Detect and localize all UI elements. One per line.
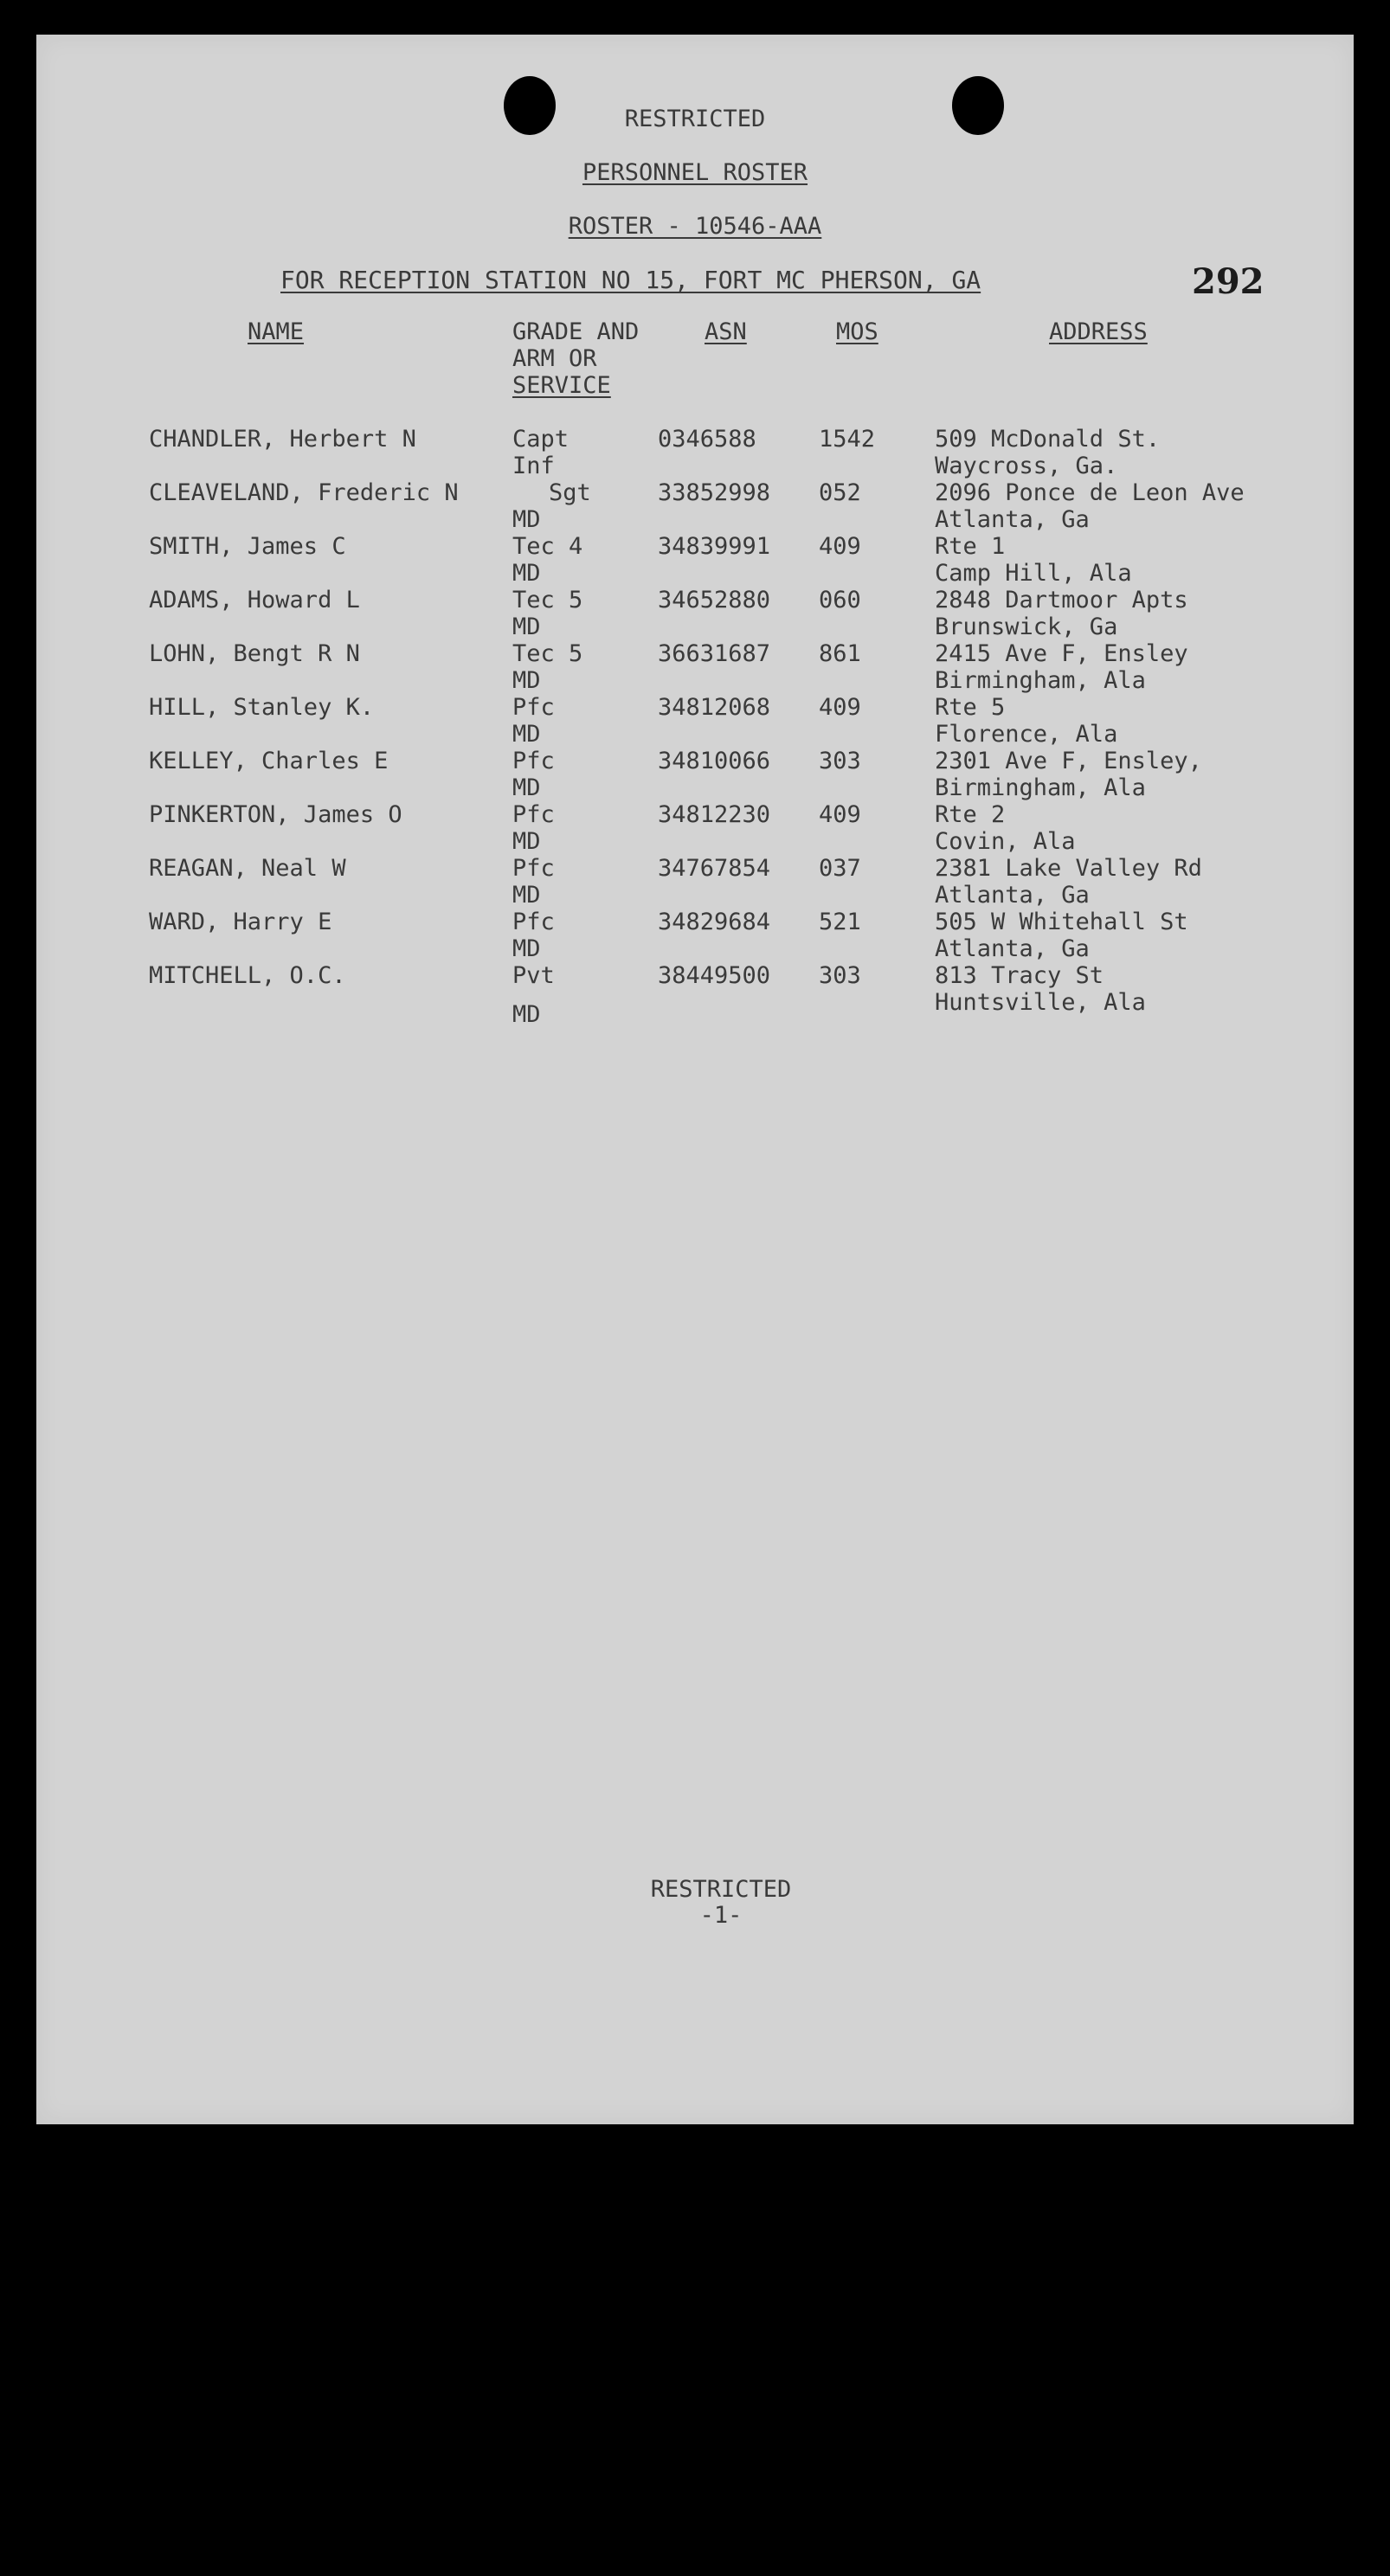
cell-mos: 037 xyxy=(819,855,861,882)
table-row xyxy=(36,587,1354,640)
column-header-grade-line-1: GRADE AND xyxy=(512,318,640,345)
cell-mos: 052 xyxy=(819,479,861,506)
cell-name: MITCHELL, O.C. xyxy=(149,962,346,989)
cell-address-line-2: Atlanta, Ga xyxy=(935,506,1090,533)
cell-address-line-1: Rte 1 xyxy=(935,533,1006,560)
cell-grade: Pfc xyxy=(512,694,555,721)
cell-name: HILL, Stanley K. xyxy=(149,694,375,721)
column-header-asn: ASN xyxy=(705,318,747,345)
cell-service: MD xyxy=(512,882,541,909)
cell-address-line-1: 813 Tracy St xyxy=(935,962,1104,989)
cell-grade: Pfc xyxy=(512,748,555,774)
cell-service: MD xyxy=(512,613,541,640)
table-row xyxy=(36,640,1354,694)
station-line: FOR RECEPTION STATION NO 15, FORT MC PHERSON, GA xyxy=(280,266,981,294)
cell-address-line-2: Florence, Ala xyxy=(935,721,1118,748)
cell-grade: Tec 4 xyxy=(512,533,583,560)
cell-address-line-1: 509 McDonald St. xyxy=(935,426,1161,453)
cell-name: LOHN, Bengt R N xyxy=(149,640,360,667)
cell-grade: Pfc xyxy=(512,855,555,882)
cell-grade: Tec 5 xyxy=(512,587,583,613)
cell-asn: 34767854 xyxy=(658,855,771,882)
cell-address-line-1: Rte 2 xyxy=(935,801,1006,828)
cell-mos: 303 xyxy=(819,748,861,774)
cell-service: MD xyxy=(512,667,541,694)
roster-page xyxy=(36,35,1354,2124)
cell-address-line-2: Birmingham, Ala xyxy=(935,774,1146,801)
cell-address-line-2: Birmingham, Ala xyxy=(935,667,1146,694)
cell-address-line-2: Covin, Ala xyxy=(935,828,1076,855)
cell-name: PINKERTON, James O xyxy=(149,801,402,828)
cell-asn: 34652880 xyxy=(658,587,771,613)
cell-grade: Pfc xyxy=(512,909,555,935)
cell-asn: 34839991 xyxy=(658,533,771,560)
column-header-grade xyxy=(512,318,639,399)
cell-address-line-1: Rte 5 xyxy=(935,694,1006,721)
cell-service: MD xyxy=(512,1001,541,1028)
table-row xyxy=(36,909,1354,962)
classification-top: RESTRICTED xyxy=(624,106,766,132)
table-row xyxy=(36,748,1354,801)
cell-asn: 33852998 xyxy=(658,479,771,506)
cell-mos: 409 xyxy=(819,694,861,721)
table-row xyxy=(36,479,1354,533)
cell-service: MD xyxy=(512,721,541,748)
cell-mos: 303 xyxy=(819,962,861,989)
table-row xyxy=(36,855,1354,909)
cell-name: ADAMS, Howard L xyxy=(149,587,360,613)
cell-grade: Pvt xyxy=(512,962,555,989)
cell-service: MD xyxy=(512,560,541,587)
cell-address-line-2: Brunswick, Ga xyxy=(935,613,1118,640)
cell-address-line-2: Camp Hill, Ala xyxy=(935,560,1132,587)
cell-address-line-1: 2848 Dartmoor Apts xyxy=(935,587,1188,613)
cell-address-line-1: 2381 Lake Valley Rd xyxy=(935,855,1202,882)
table-row xyxy=(36,962,1354,1031)
table-row xyxy=(36,426,1354,479)
table-row xyxy=(36,533,1354,587)
cell-address-line-2: Atlanta, Ga xyxy=(935,882,1090,909)
cell-mos: 521 xyxy=(819,909,861,935)
cell-mos: 1542 xyxy=(819,426,876,453)
cell-asn: 34810066 xyxy=(658,748,771,774)
cell-asn: 38449500 xyxy=(658,962,771,989)
cell-asn: 34812230 xyxy=(658,801,771,828)
cell-address-line-1: 2096 Ponce de Leon Ave xyxy=(935,479,1245,506)
cell-name: SMITH, James C xyxy=(149,533,346,560)
cell-address-line-2: Atlanta, Ga xyxy=(935,935,1090,962)
column-header-grade-line-3: SERVICE xyxy=(512,372,611,399)
table-row xyxy=(36,801,1354,855)
cell-service: Inf xyxy=(512,453,555,479)
cell-mos: 861 xyxy=(819,640,861,667)
cell-asn: 36631687 xyxy=(658,640,771,667)
page-number-label: -1- xyxy=(699,1902,743,1929)
cell-address-line-1: 2301 Ave F, Ensley, xyxy=(935,748,1202,774)
cell-asn: 34829684 xyxy=(658,909,771,935)
cell-address-line-1: 2415 Ave F, Ensley xyxy=(935,640,1188,667)
cell-grade: Pfc xyxy=(512,801,555,828)
column-header-grade-line-2: ARM OR xyxy=(512,345,597,372)
document-subtitle: ROSTER - 10546-AAA xyxy=(568,213,822,240)
cell-service: MD xyxy=(512,935,541,962)
cell-address-line-1: 505 W Whitehall St xyxy=(935,909,1188,935)
cell-name: WARD, Harry E xyxy=(149,909,332,935)
cell-grade: Sgt xyxy=(549,479,591,506)
table-row xyxy=(36,694,1354,748)
page-stamp-number: 292 xyxy=(1192,261,1265,302)
cell-asn: 34812068 xyxy=(658,694,771,721)
cell-mos: 060 xyxy=(819,587,861,613)
cell-service: MD xyxy=(512,506,541,533)
cell-name: CLEAVELAND, Frederic N xyxy=(149,479,459,506)
cell-service: MD xyxy=(512,828,541,855)
column-header-name: NAME xyxy=(248,318,305,345)
cell-name: CHANDLER, Herbert N xyxy=(149,426,416,453)
cell-service: MD xyxy=(512,774,541,801)
cell-name: KELLEY, Charles E xyxy=(149,748,389,774)
document-title: PERSONNEL ROSTER xyxy=(582,159,808,186)
cell-grade: Tec 5 xyxy=(512,640,583,667)
cell-asn: 0346588 xyxy=(658,426,756,453)
column-header-address: ADDRESS xyxy=(1049,318,1148,345)
cell-grade: Capt xyxy=(512,426,570,453)
cell-mos: 409 xyxy=(819,533,861,560)
cell-address-line-2: Waycross, Ga. xyxy=(935,453,1118,479)
classification-bottom: RESTRICTED xyxy=(650,1876,792,1903)
cell-name: REAGAN, Neal W xyxy=(149,855,346,882)
column-header-mos: MOS xyxy=(836,318,878,345)
cell-mos: 409 xyxy=(819,801,861,828)
cell-address-line-2: Huntsville, Ala xyxy=(935,989,1146,1016)
